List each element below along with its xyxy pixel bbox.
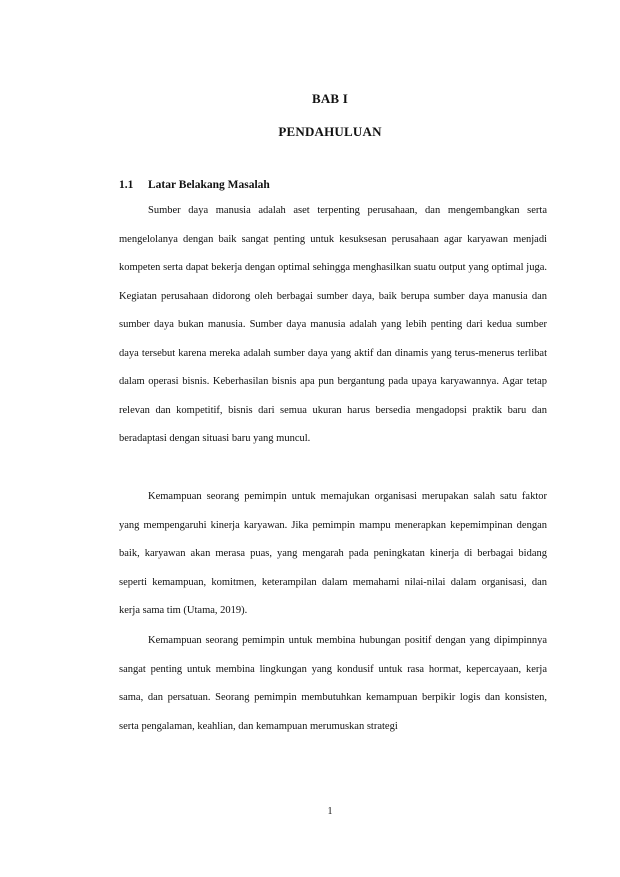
paragraph-text: Kemampuan seorang pemimpin untuk membina hubungan positif dengan yang dipimpinnya sangat penting untuk membina lingkungan yang kondusif untuk rasa hormat, kepercayaan, kerja sama, dan persatuan. Seorang pemimpin membutuhkan kemampuan berpikir logis dan konsisten, serta pengalaman, keahlian, dan kemampuan merumuskan strategi bbox=[119, 635, 547, 732]
paragraph-text: Kemampuan seorang pemimpin untuk memajukan organisasi merupakan salah satu faktor yang mempengaruhi kinerja karyawan. Jika pemimpin mampu menerapkan kepemimpinan dengan baik, karyawan akan merasa puas, yang mengarah pada peningkatan kinerja di berbagai bidang seperti kemampuan, komitmen, keterampilan dalam memahami nilai-nilai dalam organisasi, dan kerja sama tim (Utama, 2019). bbox=[119, 491, 547, 616]
section-title: Latar Belakang Masalah bbox=[148, 179, 270, 191]
chapter-title: PENDAHULUAN bbox=[278, 124, 382, 139]
chapter-heading: BAB I bbox=[311, 91, 349, 106]
section-number: 1.1 bbox=[119, 179, 134, 191]
paragraph-1 bbox=[119, 197, 547, 454]
section-heading bbox=[119, 179, 270, 191]
paragraph-text: Sumber daya manusia adalah aset terpenting perusahaan, dan mengembangkan serta mengelolanya dengan baik sangat penting untuk kesuksesan perusahaan agar karyawan menjadi kompeten serta dapat bekerja dengan optimal sehingga menghasilkan suatu output yang optimal juga. Kegiatan perusahaan didorong oleh berbagai sumber daya, baik berupa sumber daya manusia dan sumber daya bukan manusia. Sumber daya manusia adalah yang lebih penting dari kedua sumber daya tersebut karena mereka adalah sumber daya yang aktif dan dinamis yang terus-menerus terlibat dalam operasi bisnis. Keberhasilan bisnis apa pun bergantung pada upaya karyawannya. Agar tetap relevan dan kompetitif, bisnis dari semua ukuran harus bersedia mengadopsi praktik baru dan beradaptasi dengan situasi baru yang muncul. bbox=[119, 205, 547, 444]
paragraph-3 bbox=[119, 627, 547, 741]
page-number: 1 bbox=[327, 806, 333, 817]
paragraph-2 bbox=[119, 483, 547, 626]
